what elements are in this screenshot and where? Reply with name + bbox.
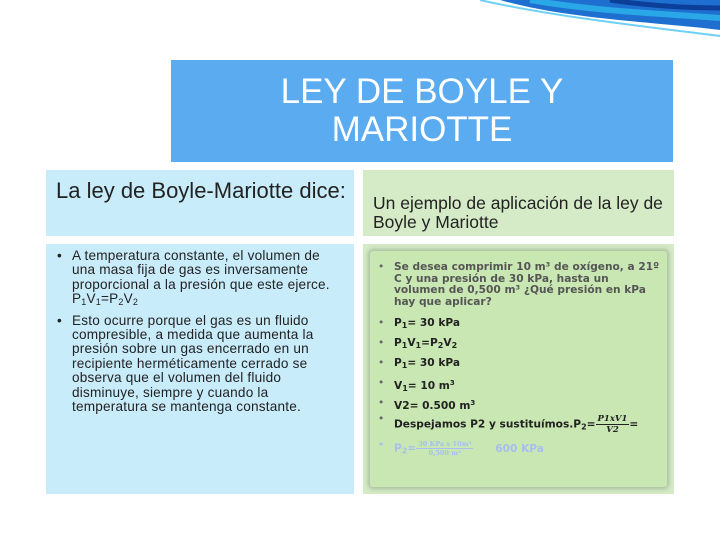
slide-title [171, 60, 673, 162]
definition-bullet [54, 249, 346, 310]
explanation-bullet [54, 314, 346, 415]
right-content [363, 244, 674, 494]
explanation-text: Esto ocurre porque el gas es un fluido compresible, a medida que aumenta la presión sobre un gas encerrado en un recipiente herméticamente cerrado se observa que el volumen del fluido disminuye, siempre y cuando la temperatura se mantenga constante. [72, 312, 314, 415]
given-p1: • $P_1= 30$ kPa [376, 318, 663, 332]
final-result: • $P_2=$ $\frac{\text{30 KPa x 10m³}}{\text{0,500 m³}}$ 600 KPa [376, 440, 663, 457]
left-content [46, 244, 354, 494]
solve-step: • Despejamos P2 y $sustituímos.P_2=$ $\frac{P1xV1}{V2}$ = [376, 414, 663, 435]
given-p1-repeat: • $P_1= 30$ kPa [376, 358, 663, 372]
given-v1: • $V_1= 10$ $m^3$ [376, 378, 663, 395]
solve-fraction: $\frac{P1xV1}{V2}$ [597, 414, 628, 435]
right-heading: Un ejemplo de aplicación de la ley de Boyle y Mariotte [363, 170, 674, 236]
example-question: • Se desea comprimir 10 m³ de oxígeno, a 21º C y una presión de 30 kPa, hasta un volumen de 0,500 m³ ¿Qué presión en kPa hay que aplicar? [376, 262, 663, 308]
result-fraction: $\frac{\text{30 KPa x 10m³}}{\text{0,500 m³}}$ [418, 440, 472, 457]
title-line-2: MARIOTTE [331, 110, 513, 149]
boyle-formula: $P_1V_1=P_2V_2$ [72, 291, 139, 308]
given-v2: • V2= 0.500 $m^3$ [376, 398, 663, 413]
example-image [370, 251, 667, 487]
left-heading: La ley de Boyle-Mariotte dice: [46, 170, 354, 236]
title-line-1: LEY DE BOYLE Y [280, 72, 564, 111]
boyle-equation: • $P_1V_1=P_2V_2$ [376, 338, 663, 352]
result-value: 600 KPa [495, 442, 544, 455]
definition-text: A temperatura constante, el volumen de una masa fija de gas es inversamente proporcional a la presión que este ejerce. [72, 248, 330, 292]
decorative-swoosh [460, 0, 720, 40]
